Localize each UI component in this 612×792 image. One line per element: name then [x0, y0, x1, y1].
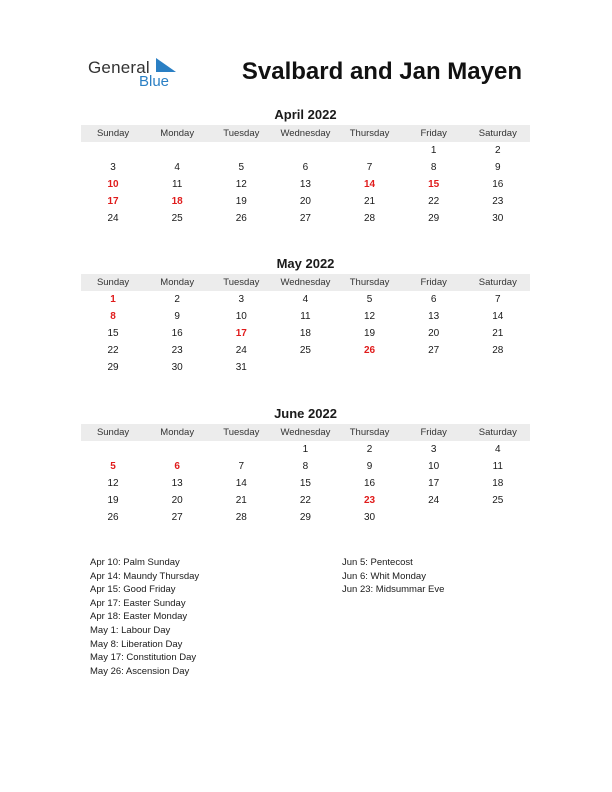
- week-row: [81, 142, 530, 159]
- date-cell: 12: [235, 179, 247, 190]
- date-cell: 2: [174, 294, 180, 305]
- weekday-header: Thursday: [349, 277, 390, 288]
- page-title: Svalbard and Jan Mayen: [241, 58, 522, 85]
- week-row: [81, 475, 530, 492]
- date-cell: 7: [495, 294, 501, 305]
- week-row: [81, 325, 530, 342]
- holiday-date-cell: 14: [364, 179, 376, 190]
- holiday-date-cell: 23: [364, 495, 376, 506]
- holiday-list-item: Apr 18: Easter Monday: [90, 611, 188, 623]
- date-cell: 28: [235, 512, 247, 523]
- date-cell: 8: [302, 461, 309, 472]
- date-cell: 19: [107, 495, 119, 506]
- weekday-header: Thursday: [349, 128, 390, 139]
- date-cell: 3: [430, 444, 437, 455]
- week-row: [81, 359, 530, 376]
- date-cell: 9: [495, 162, 501, 173]
- date-cell: 26: [107, 512, 119, 523]
- logo-triangle-icon: [156, 58, 176, 72]
- week-row: [81, 193, 530, 210]
- date-cell: 20: [428, 328, 440, 339]
- date-cell: 6: [302, 162, 309, 173]
- date-cell: 13: [299, 179, 311, 190]
- holiday-list-item: Jun 6: Whit Monday: [342, 570, 426, 582]
- date-cell: 18: [492, 478, 504, 489]
- date-cell: 12: [364, 311, 376, 322]
- date-cell: 28: [492, 345, 504, 356]
- date-cell: 1: [430, 145, 437, 156]
- holiday-date-cell: 1: [110, 294, 116, 305]
- logo-general-text: General: [88, 58, 150, 77]
- date-cell: 29: [107, 362, 119, 373]
- date-cell: 28: [364, 213, 376, 224]
- date-cell: 27: [428, 345, 440, 356]
- holiday-list-item: May 1: Labour Day: [90, 624, 171, 636]
- holiday-list-item: May 26: Ascension Day: [90, 665, 190, 677]
- weekday-header: Wednesday: [280, 277, 331, 288]
- weekday-header: Monday: [160, 277, 195, 288]
- date-cell: 10: [428, 461, 440, 472]
- week-row: [81, 509, 530, 526]
- holiday-list-item: Jun 5: Pentecost: [342, 557, 413, 568]
- calendar-month-may: [81, 256, 530, 376]
- holiday-list-item: May 17: Constitution Day: [90, 652, 197, 664]
- date-cell: 29: [299, 512, 311, 523]
- date-cell: 1: [302, 444, 309, 455]
- date-cell: 20: [299, 196, 311, 207]
- date-cell: 2: [495, 145, 501, 156]
- date-cell: 25: [171, 213, 183, 224]
- date-cell: 19: [364, 328, 376, 339]
- holiday-date-cell: 6: [174, 461, 180, 472]
- date-cell: 10: [235, 311, 247, 322]
- date-cell: 16: [492, 179, 504, 190]
- holiday-list-right: [342, 556, 444, 597]
- holiday-date-cell: 18: [171, 196, 183, 207]
- holiday-list-item: Apr 17: Easter Sunday: [90, 597, 186, 609]
- month-title: April 2022: [274, 107, 337, 122]
- date-cell: 2: [366, 444, 373, 455]
- date-cell: 16: [171, 328, 183, 339]
- weekday-header: Thursday: [349, 427, 390, 438]
- weekday-header: Wednesday: [280, 128, 331, 139]
- weekday-header: Tuesday: [223, 277, 260, 288]
- date-cell: 6: [430, 294, 437, 305]
- holiday-list-item: Apr 14: Maundy Thursday: [90, 570, 200, 582]
- date-cell: 30: [492, 213, 504, 224]
- logo-blue-text: Blue: [139, 73, 170, 90]
- date-cell: 4: [302, 294, 309, 305]
- date-cell: 14: [492, 311, 504, 322]
- weekday-header-row: [81, 125, 530, 142]
- date-cell: 24: [107, 213, 119, 224]
- weekday-header: Monday: [160, 128, 195, 139]
- date-cell: 16: [364, 478, 376, 489]
- week-row: [81, 308, 530, 325]
- week-row: [81, 458, 530, 475]
- date-cell: 17: [428, 478, 440, 489]
- date-cell: 5: [366, 294, 373, 305]
- weekday-header: Monday: [160, 427, 195, 438]
- weekday-header: Saturday: [478, 128, 517, 139]
- holiday-date-cell: 17: [235, 328, 247, 339]
- weekday-header-row: [81, 274, 530, 291]
- holiday-date-cell: 10: [107, 179, 119, 190]
- holiday-list-left: [90, 556, 199, 678]
- date-cell: 21: [364, 196, 376, 207]
- week-row: [81, 291, 530, 308]
- holiday-date-cell: 26: [364, 345, 376, 356]
- holiday-date-cell: 17: [107, 196, 119, 207]
- date-cell: 31: [235, 362, 247, 373]
- date-cell: 9: [366, 461, 373, 472]
- date-cell: 18: [299, 328, 311, 339]
- date-cell: 20: [171, 495, 183, 506]
- date-cell: 30: [171, 362, 183, 373]
- date-cell: 15: [107, 328, 119, 339]
- date-cell: 9: [174, 311, 180, 322]
- date-cell: 22: [428, 196, 440, 207]
- date-cell: 25: [299, 345, 311, 356]
- holiday-date-cell: 5: [110, 461, 116, 472]
- date-cell: 8: [430, 162, 437, 173]
- date-cell: 23: [171, 345, 183, 356]
- date-cell: 15: [299, 478, 311, 489]
- calendar-month-april: [81, 107, 530, 227]
- date-cell: 13: [171, 478, 183, 489]
- date-cell: 11: [492, 461, 503, 472]
- date-cell: 26: [235, 213, 247, 224]
- date-cell: 12: [107, 478, 119, 489]
- weekday-header: Saturday: [478, 277, 517, 288]
- date-cell: 22: [107, 345, 119, 356]
- date-cell: 4: [495, 444, 501, 455]
- weekday-header: Saturday: [478, 427, 517, 438]
- holiday-list-item: Jun 23: Midsummar Eve: [342, 584, 445, 596]
- date-cell: 11: [171, 179, 183, 190]
- date-cell: 14: [235, 478, 247, 489]
- holiday-list-item: Apr 15: Good Friday: [90, 584, 176, 596]
- calendar-month-june: [81, 406, 530, 526]
- date-cell: 24: [428, 495, 440, 506]
- week-row: [81, 210, 530, 227]
- date-cell: 7: [238, 461, 245, 472]
- month-title: June 2022: [274, 406, 337, 421]
- weekday-header: Friday: [420, 277, 447, 288]
- holiday-date-cell: 8: [110, 311, 116, 322]
- date-cell: 3: [110, 162, 116, 173]
- week-row: [81, 441, 530, 458]
- weekday-header-row: [81, 424, 530, 441]
- date-cell: 29: [428, 213, 440, 224]
- date-cell: 27: [171, 512, 183, 523]
- weekday-header: Sunday: [96, 277, 130, 288]
- date-cell: 21: [235, 495, 247, 506]
- month-title: May 2022: [276, 256, 335, 271]
- date-cell: 21: [492, 328, 504, 339]
- date-cell: 7: [366, 162, 373, 173]
- weekday-header: Sunday: [96, 128, 130, 139]
- weekday-header: Tuesday: [223, 427, 260, 438]
- generalblue-logo: [88, 56, 188, 92]
- holiday-date-cell: 15: [428, 179, 440, 190]
- date-cell: 30: [364, 512, 376, 523]
- week-row: [81, 159, 530, 176]
- holiday-list-item: Apr 10: Palm Sunday: [90, 557, 180, 568]
- date-cell: 22: [299, 495, 311, 506]
- date-cell: 27: [299, 213, 311, 224]
- weekday-header: Wednesday: [280, 427, 331, 438]
- date-cell: 4: [174, 162, 180, 173]
- date-cell: 25: [492, 495, 504, 506]
- date-cell: 5: [238, 162, 245, 173]
- holiday-list-item: May 8: Liberation Day: [90, 638, 183, 650]
- date-cell: 24: [235, 345, 247, 356]
- weekday-header: Friday: [420, 427, 447, 438]
- weekday-header: Friday: [420, 128, 447, 139]
- weekday-header: Sunday: [96, 427, 130, 438]
- week-row: [81, 492, 530, 509]
- week-row: [81, 342, 530, 359]
- date-cell: 23: [492, 196, 504, 207]
- date-cell: 3: [238, 294, 245, 305]
- weekday-header: Tuesday: [223, 128, 260, 139]
- date-cell: 13: [428, 311, 440, 322]
- date-cell: 19: [235, 196, 247, 207]
- date-cell: 11: [300, 311, 311, 322]
- week-row: [81, 176, 530, 193]
